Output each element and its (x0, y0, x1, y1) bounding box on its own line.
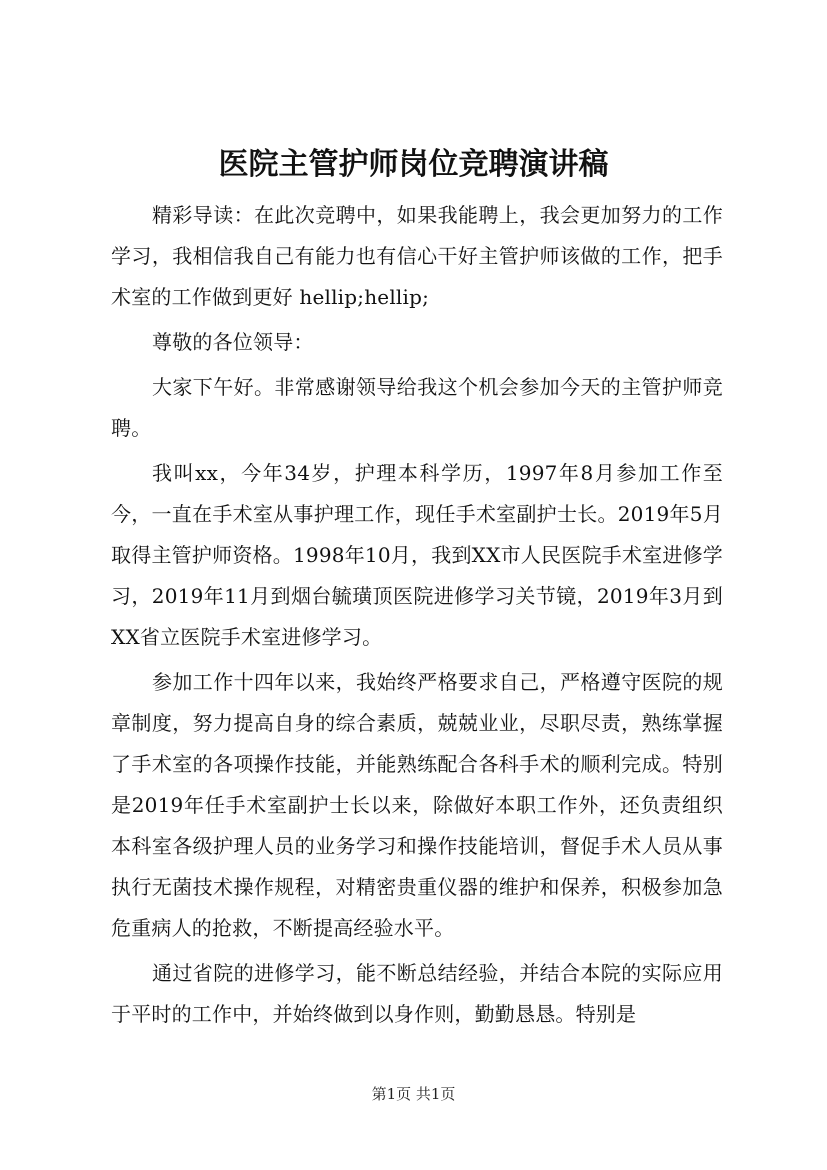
background-paragraph: 我叫xx，今年34岁，护理本科学历，1997年8月参加工作至今，一直在手术室从事护理工作，现任手术室副护士长。2019年5月取得主管护师资格。1998年10月，我到XX市人民医院手术室进修学习，2019年11月到烟台毓璜顶医院进修学习关节镜，2019年3月到XX省立医院手术室进修学习。 (111, 461, 723, 649)
greeting-paragraph: 大家下午好。非常感谢领导给我这个机会参加今天的主管护师竞聘。 (111, 375, 723, 440)
document-body (111, 195, 723, 1039)
salutation-paragraph: 尊敬的各位领导： (152, 330, 314, 354)
training-paragraph: 通过省院的进修学习，能不断总结经验，并结合本院的实际应用于平时的工作中，并始终做到以身作则，勤勤恳恳。特别是 (111, 961, 723, 1026)
experience-paragraph: 参加工作十四年以来，我始终严格要求自己，严格遵守医院的规章制度，努力提高自身的综合素质，兢兢业业，尽职尽责，熟练掌握了手术室的各项操作技能，并能熟练配合各科手术的顺利完成。特别是2019年任手术室副护士长以来，除做好本职工作外，还负责组织本科室各级护理人员的业务学习和操作技能培训，督促手术人员从事执行无菌技术操作规程，对精密贵重仪器的维护和保养，积极参加急危重病人的抢救，不断提高经验水平。 (111, 670, 723, 940)
page-footer: 第1页 共1页 (371, 1085, 456, 1103)
document-title: 医院主管护师岗位竞聘演讲稿 (218, 147, 609, 182)
intro-paragraph: 精彩导读：在此次竞聘中，如果我能聘上，我会更加努力的工作学习，我相信我自己有能力也有信心干好主管护师该做的工作，把手术室的工作做到更好 hellip;hellip; (111, 203, 723, 309)
